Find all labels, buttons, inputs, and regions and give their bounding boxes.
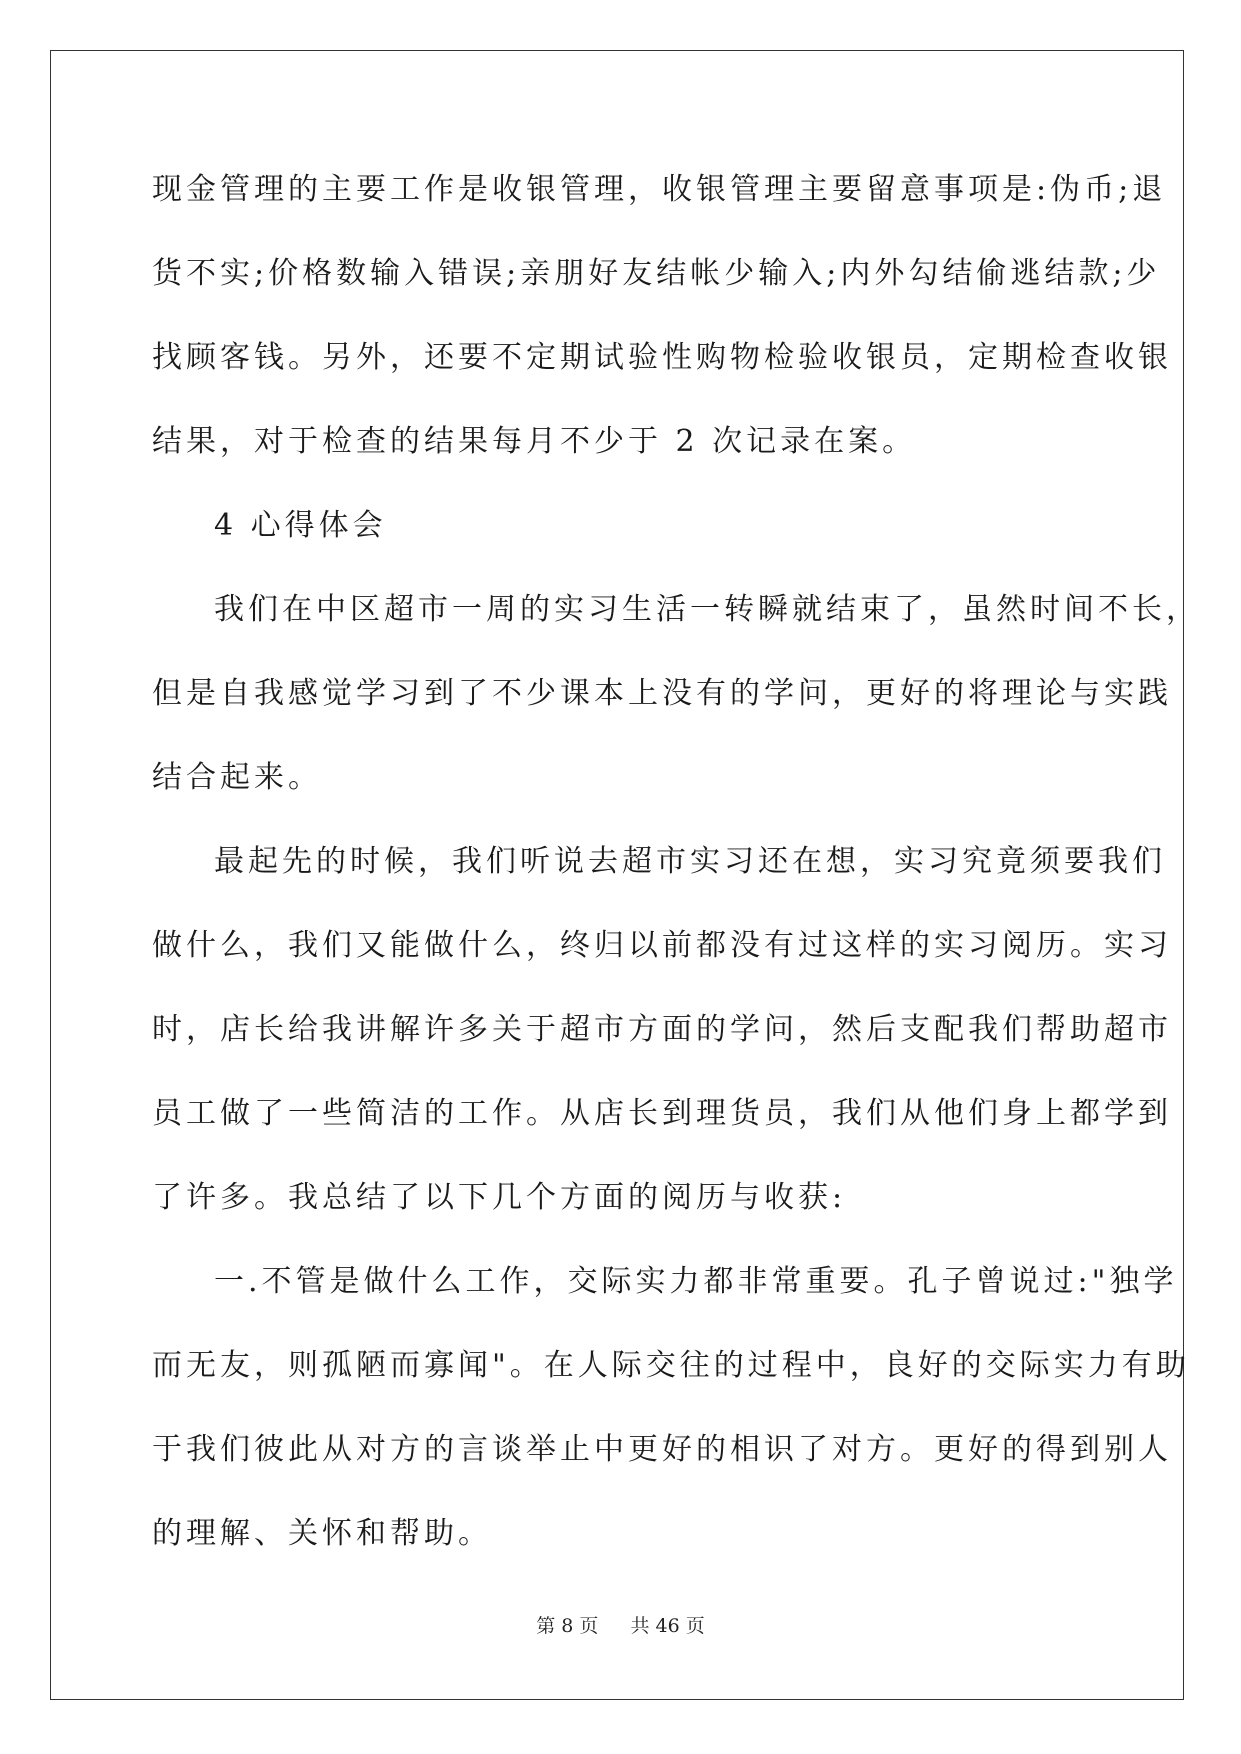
body-line: 找顾客钱。另外，还要不定期试验性购物检验收银员，定期检查收银	[152, 340, 1172, 375]
body-line: 员工做了一些简洁的工作。从店长到理货员，我们从他们身上都学到	[152, 1096, 1172, 1131]
body-line: 现金管理的主要工作是收银管理，收银管理主要留意事项是:伪币;退	[152, 172, 1167, 207]
body-line: 的理解、关怀和帮助。	[152, 1516, 492, 1551]
body-line: 时，店长给我讲解许多关于超市方面的学问，然后支配我们帮助超市	[152, 1012, 1172, 1047]
body-line: 我们在中区超市一周的实习生活一转瞬就结束了，虽然时间不长，	[214, 592, 1200, 627]
body-line: 一.不管是做什么工作，交际实力都非常重要。孔子曾说过:"独学	[214, 1264, 1178, 1299]
body-line: 结果，对于检查的结果每月不少于 2 次记录在案。	[152, 424, 917, 459]
body-line: 货不实;价格数输入错误;亲朋好友结帐少输入;内外勾结偷逃结款;少	[152, 256, 1161, 291]
section-heading: 4 心得体会	[214, 508, 387, 543]
body-line: 最起先的时候，我们听说去超市实习还在想，实习究竟须要我们	[214, 844, 1166, 879]
document-body	[152, 160, 1200, 1588]
body-line: 结合起来。	[152, 760, 322, 795]
body-line: 而无友，则孤陋而寡闻"。在人际交往的过程中，良好的交际实力有助	[152, 1348, 1190, 1383]
body-line: 了许多。我总结了以下几个方面的阅历与收获:	[152, 1180, 847, 1215]
body-line: 做什么，我们又能做什么，终归以前都没有过这样的实习阅历。实习	[152, 928, 1172, 963]
body-line: 于我们彼此从对方的言谈举止中更好的相识了对方。更好的得到别人	[152, 1432, 1172, 1467]
page-footer	[0, 1614, 1241, 1638]
body-line: 但是自我感觉学习到了不少课本上没有的学问，更好的将理论与实践	[152, 676, 1172, 711]
page-number: 第 8 页	[536, 1615, 599, 1637]
page-total: 共 46 页	[630, 1615, 705, 1637]
